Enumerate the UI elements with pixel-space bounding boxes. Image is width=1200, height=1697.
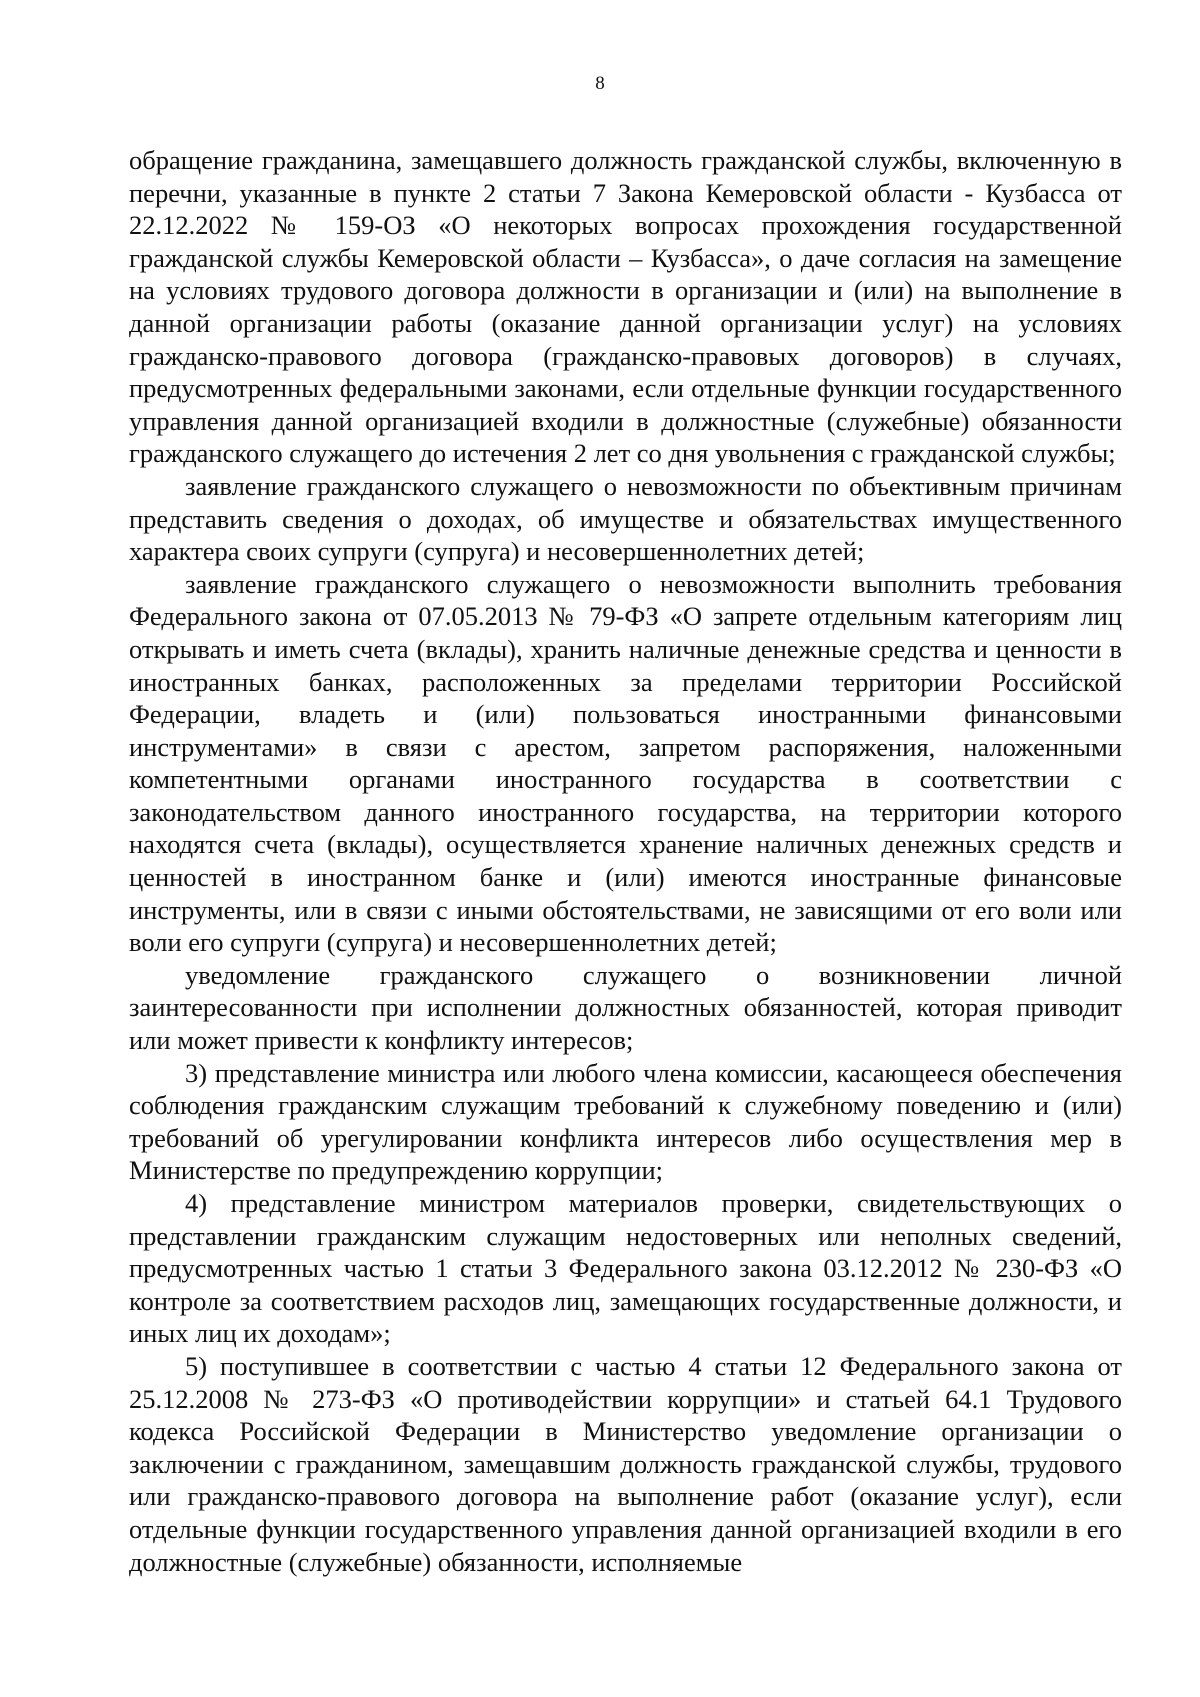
- document-body: [129, 144, 1122, 1578]
- paragraph-statement-reporting: заявление гражданского служащего о невозможности по объективным причинам представить сведения о доходах, об имуществе и обязательствах имущественного характера своих супруги (супруга) и несовершеннолетних детей;: [129, 470, 1122, 567]
- paragraph-item-3: 3) представление министра или любого члена комиссии, касающееся обеспечения соблюдения гражданским служащим требований к служебному поведению и (или) требований об урегулировании конфликта интересов либо осуществления мер в Министерстве по предупреждению коррупции;: [129, 1057, 1122, 1186]
- paragraph-continuation: обращение гражданина, замещавшего должность гражданской службы, включенную в перечни, указанные в пункте 2 статьи 7 Закона Кемеровской области - Кузбасса от 22.12.2022 № 159-ОЗ «О некоторых вопросах прохождения государственной гражданской службы Кемеровской области – Кузбасса», о даче согласия на замещение на условиях трудового договора должности в организации и (или) на выполнение в данной организации работы (оказание данной организации услуг) на условиях гражданско-правового договора (гражданско-правовых договоров) в случаях, предусмотренных федеральными законами, если отдельные функции государственного управления данной организацией входили в должностные (служебные) обязанности гражданского служащего до истечения 2 лет со дня увольнения с гражданской службы;: [129, 145, 1122, 469]
- paragraph-statement-foreign-accounts: заявление гражданского служащего о невозможности выполнить требования Федерального закона от 07.05.2013 № 79-ФЗ «О запрете отдельным категориям лиц открывать и иметь счета (вклады), хранить наличные денежные средства и ценности в иностранных банках, расположенных за пределами территории Российской Федерации, владеть и (или) пользоваться иностранными финансовыми инструментами» в связи с арестом, запретом распоряжения, наложенными компетентными органами иностранного государства в соответствии с законодательством данного иностранного государства, на территории которого находятся счета (вклады), осуществляется хранение наличных денежных средств и ценностей в иностранном банке и (или) имеются иностранные финансовые инструменты, или в связи с иными обстоятельствами, не зависящими от его воли или воли его супруги (супруга) и несовершеннолетних детей;: [129, 568, 1122, 958]
- paragraph-item-4: 4) представление министром материалов проверки, свидетельствующих о представлении гражданским служащим недостоверных или неполных сведений, предусмотренных частью 1 статьи 3 Федерального закона 03.12.2012 № 230-ФЗ «О контроле за соответствием расходов лиц, замещающих государственные должности, и иных лиц их доходам»;: [129, 1188, 1122, 1349]
- page-number: 8: [595, 73, 605, 94]
- paragraph-item-5: 5) поступившее в соответствии с частью 4 статьи 12 Федерального закона от 25.12.2008 № 273-ФЗ «О противодействии коррупции» и статьей 64.1 Трудового кодекса Российской Федерации в Министерство уведомление организации о заключении с гражданином, замещавшим должность гражданской службы, трудового или гражданско-правового договора на выполнение работ (оказание услуг), если отдельные функции государственного управления данной организацией входили в его должностные (служебные) обязанности, исполняемые: [129, 1350, 1122, 1577]
- paragraph-notice-conflict: уведомление гражданского служащего о возникновении личной заинтересованности при исполнении должностных обязанностей, которая приводит или может привести к конфликту интересов;: [129, 959, 1122, 1056]
